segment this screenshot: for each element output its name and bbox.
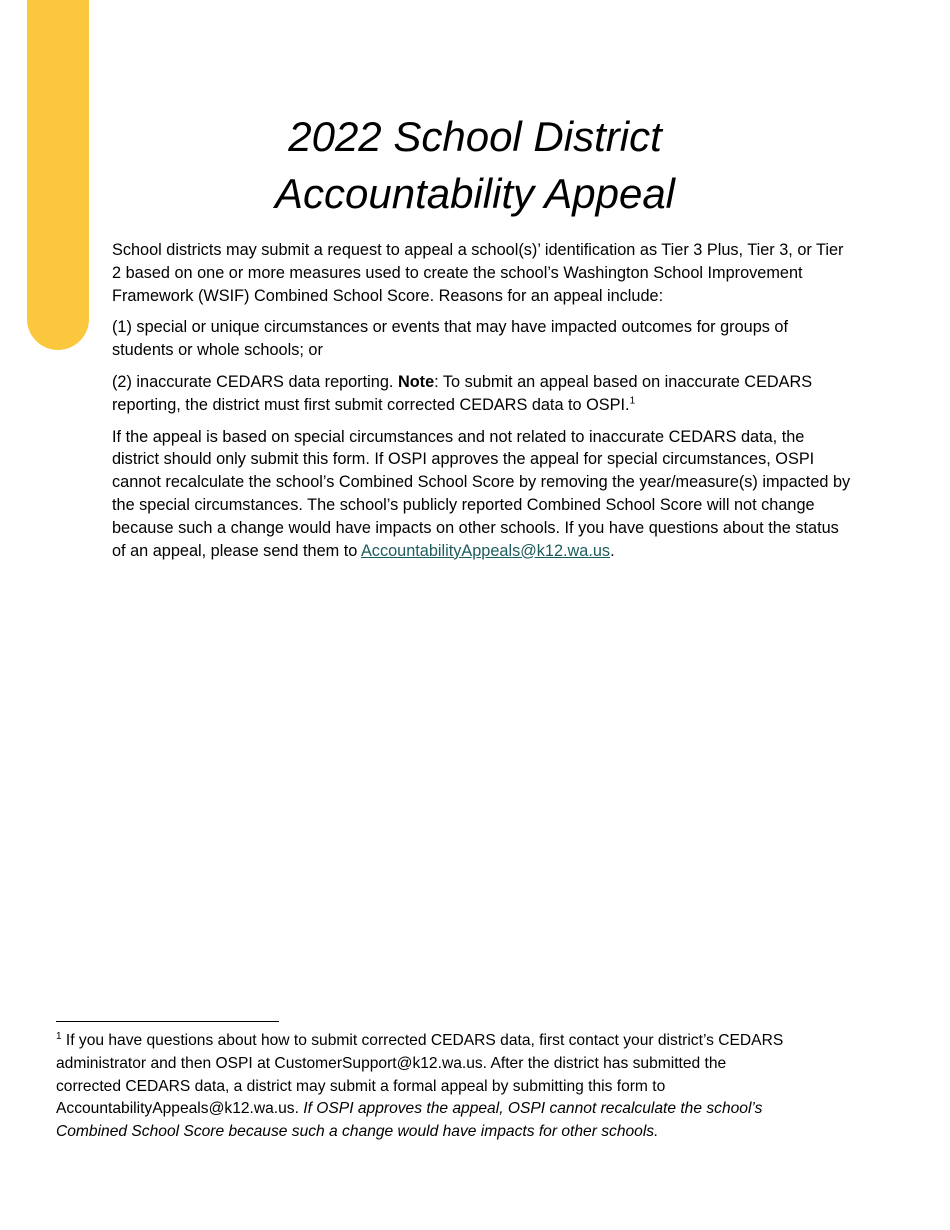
reason-1-paragraph: (1) special or unique circumstances or events that may have impacted outcomes for groups of students or whole schools; or xyxy=(112,318,788,360)
footnote-text: If you have questions about how to submit corrected CEDARS data, first contact your district’s CEDARS administrator and then OSPI at CustomerSupport@k12.wa.us. After the district has submitted the corrected CEDARS data, a district may submit a formal appeal by submitting this form to AccountabilityAppeals@k12.wa.us. xyxy=(56,1032,784,1118)
footnote-marker: 1 xyxy=(56,1030,62,1042)
intro-paragraph: School districts may submit a request to appeal a school(s)’ identification as Tier 3 Plus, Tier 3, or Tier 2 based on one or more measures used to create the school’s Washington School Improvement Framework (WSIF) Combined School Score. Reasons for an appeal include: xyxy=(112,241,844,305)
note-label: Note xyxy=(397,372,435,391)
body-text xyxy=(112,239,852,571)
reason-2-prefix: (2) inaccurate CEDARS data reporting. xyxy=(112,372,398,391)
reason-2-text: : To submit an appeal based on inaccurate CEDARS reporting, the district must first submit corrected CEDARS data to OSPI. xyxy=(112,372,813,414)
reason-2-paragraph xyxy=(112,371,852,417)
closing-text: If the appeal is based on special circumstances and not related to inaccurate CEDARS data, the district should only submit this form. If OSPI approves the appeal for special circumstances, OSPI cannot recalculate the school’s Combined School Score by removing the year/measure(s) impacted by the special circumstances. The school’s publicly reported Combined School Score will not change because such a change would have impacts on other schools. If you have questions about the status of an appeal, please send them to xyxy=(112,427,851,560)
page-title-line-1: 2022 School District xyxy=(288,113,662,160)
closing-period: . xyxy=(610,541,615,560)
footnote-reference[interactable]: 1 xyxy=(629,395,636,407)
page-title xyxy=(100,108,850,222)
page-title-line-2: Accountability Appeal xyxy=(274,170,676,217)
footnote-divider xyxy=(56,1021,279,1022)
footnote-italic-text: If OSPI approves the appeal, OSPI cannot recalculate the school’s Combined School Score because such a change would have impacts for other schools. xyxy=(56,1100,763,1141)
closing-paragraph xyxy=(112,426,852,563)
accountability-appeals-email-link[interactable]: AccountabilityAppeals@k12.wa.us xyxy=(360,541,611,560)
footnote xyxy=(56,1030,786,1144)
decorative-accent-bar xyxy=(27,0,89,350)
